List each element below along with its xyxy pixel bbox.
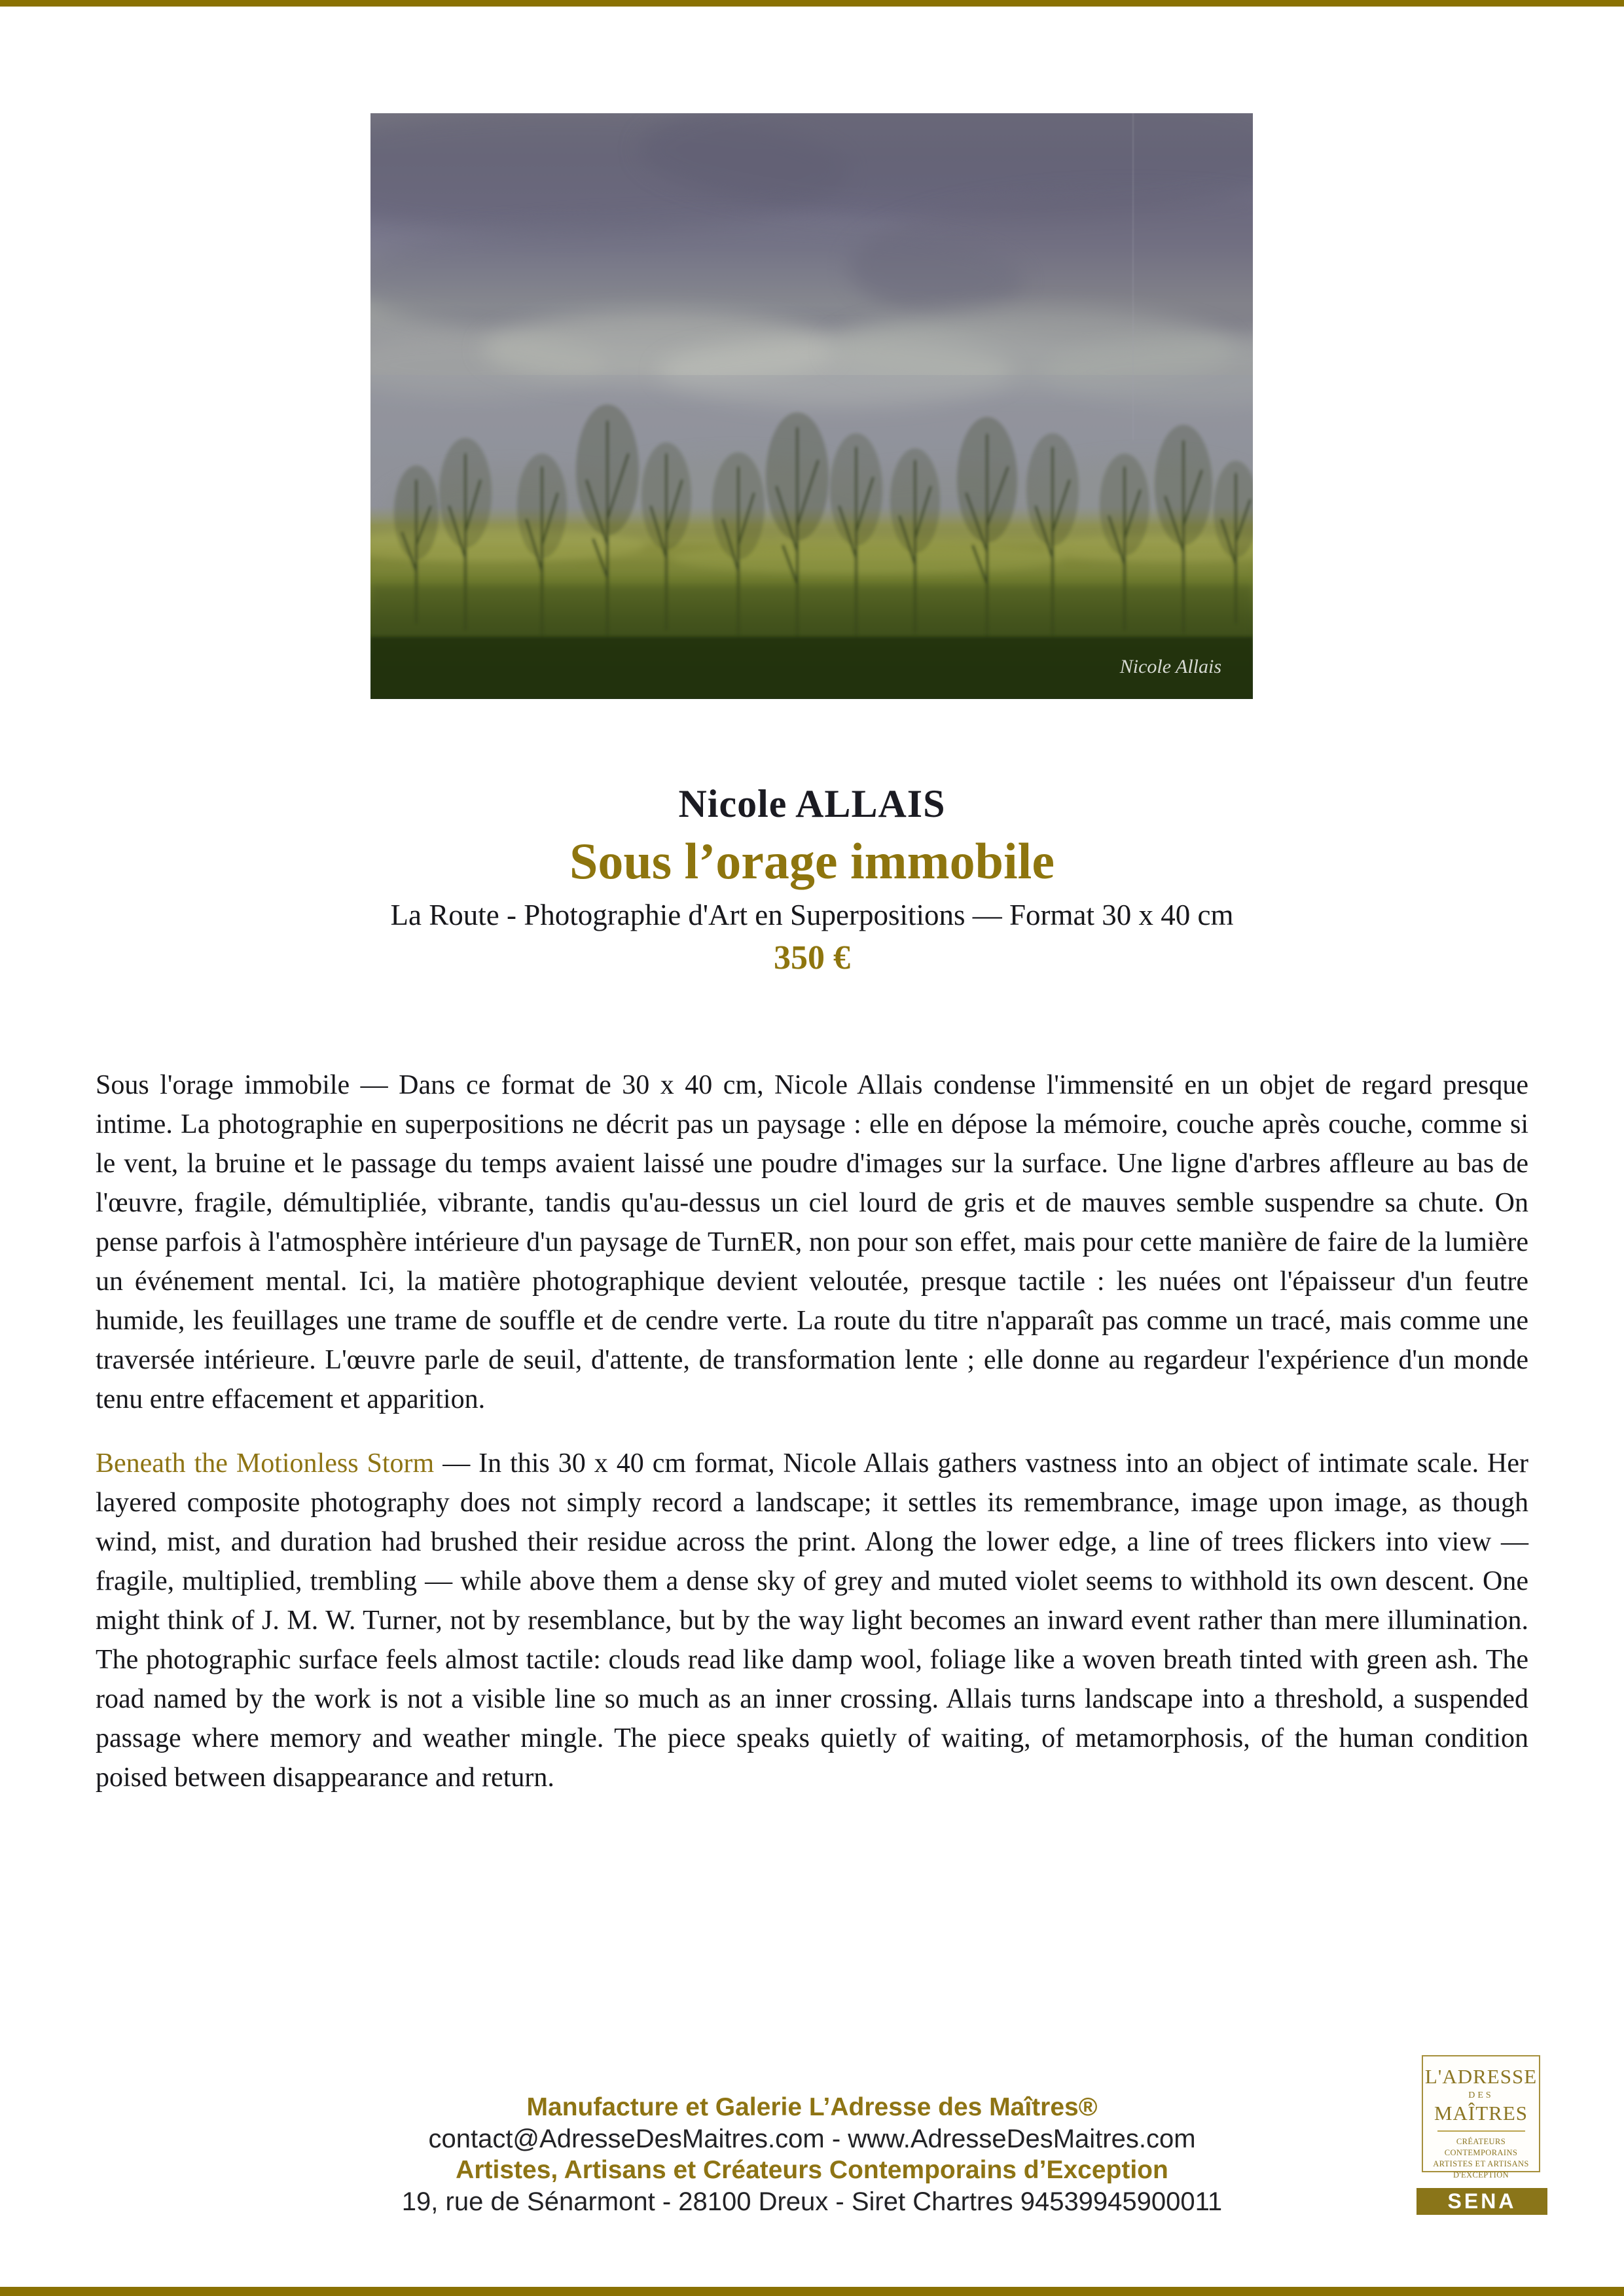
- cloud-shapes: [370, 113, 1253, 406]
- artist-name: Nicole ALLAIS: [678, 782, 946, 825]
- paragraph-french-body: Dans ce format de 30 x 40 cm, Nicole Allais condense l'immensité en un objet de regard presque intime. La photographie en superpositions ne décrit pas un paysage : elle en dépose la mémoire, couche après couche, comme si le vent, la bruine et le passage du temps avaient laissé une poudre d'images sur la surface. Une ligne d'arbres affleure au bas de l'œuvre, fragile, démultipliée, vibrante, tandis qu'au-dessus un ciel lourd de gris et de mauves semble suspendre sa chute. On pense parfois à l'atmosphère intérieure d'un paysage de TurnER, non pour son effet, mais pour cette manière de faire de la lumière un événement mental. Ici, la matière photographique devient veloutée, presque tactile : les nuées ont l'épaisseur d'un feutre humide, les feuillages une trame de souffle et de cendre verte. La route du titre n'apparaît pas comme un tracé, mais comme une traversée intérieure. L'œuvre parle de seuil, d'attente, de transformation lente ; elle donne au regardeur l'expérience d'un monde tenu entre effacement et apparition.: [96, 1070, 1529, 1414]
- bottom-gold-bar: [0, 2287, 1624, 2296]
- artwork-subtitle: La Route - Photographie d'Art en Superpositions — Format 30 x 40 cm: [390, 899, 1234, 931]
- artwork-title: Sous l’orage immobile: [569, 833, 1055, 889]
- artist-signature: Nicole Allais: [1119, 656, 1221, 677]
- logo-small-line-1: CRÉATEURS CONTEMPORAINS: [1444, 2137, 1518, 2157]
- logo-line-maitres: MAÎTRES: [1434, 2102, 1528, 2125]
- paragraph-english-dash: —: [434, 1448, 479, 1479]
- paragraph-french-lead: Sous l'orage immobile: [96, 1070, 350, 1100]
- paragraph-english-body: In this 30 x 40 cm format, Nicole Allais gathers vastness into an object of intimate scale. Her layered composite photography does not simply record a landscape; it settles its remembrance, image upon image, as though wind, mist, and duration had brushed their residue across the print. Along the lower edge, a line of trees flickers into view — fragile, multiplied, trembling — while above them a dense sky of grey and muted violet seems to withhold its own descent. One might think of J. M. W. Turner, not by resemblance, but by the way light becomes an inward event rather than mere illumination. The photographic surface feels almost tactile: clouds read like damp wool, foliage like a woven breath tinted with green ash. The road named by the work is not a visible line so much as an inner crossing. Allais turns landscape into a threshold, a suspended passage where memory and weather mingle. The piece speaks quietly of waiting, of metamorphosis, of the human condition poised between disappearance and return.: [96, 1448, 1528, 1793]
- top-gold-bar: [0, 0, 1624, 7]
- landscape-photo-graphic: [370, 113, 1253, 699]
- footer-block: [0, 2092, 1624, 2217]
- logo-small-line-3: D'EXCEPTION: [1453, 2170, 1509, 2179]
- footer-address-line: 19, rue de Sénarmont - 28100 Dreux - Siret Chartres 94539945900011: [401, 2187, 1223, 2216]
- logo-small-line-2: ARTISTES ET ARTISANS: [1433, 2159, 1529, 2168]
- logo-divider: [1437, 2130, 1525, 2132]
- footer-tagline: Artistes, Artisans et Créateurs Contemporains d’Exception: [456, 2156, 1168, 2184]
- paragraph-english-lead: Beneath the Motionless Storm: [96, 1448, 435, 1479]
- price: 350 €: [774, 939, 850, 977]
- footer-gallery-name: Manufacture et Galerie L’Adresse des Maîtres®: [526, 2093, 1098, 2121]
- sena-badge: SENA: [1416, 2188, 1547, 2215]
- footer-contact-line: contact@AdresseDesMaitres.com - www.AdresseDesMaitres.com: [428, 2125, 1196, 2153]
- gallery-logo: [1422, 2055, 1540, 2179]
- artwork-photo: [370, 113, 1253, 699]
- logo-line-adresse: L'ADRESSE: [1424, 2065, 1538, 2088]
- paragraph-french: [96, 1066, 1528, 1419]
- paragraph-english: [96, 1444, 1528, 1797]
- logo-line-des: DES: [1468, 2090, 1494, 2100]
- paragraph-french-dash: —: [350, 1070, 399, 1100]
